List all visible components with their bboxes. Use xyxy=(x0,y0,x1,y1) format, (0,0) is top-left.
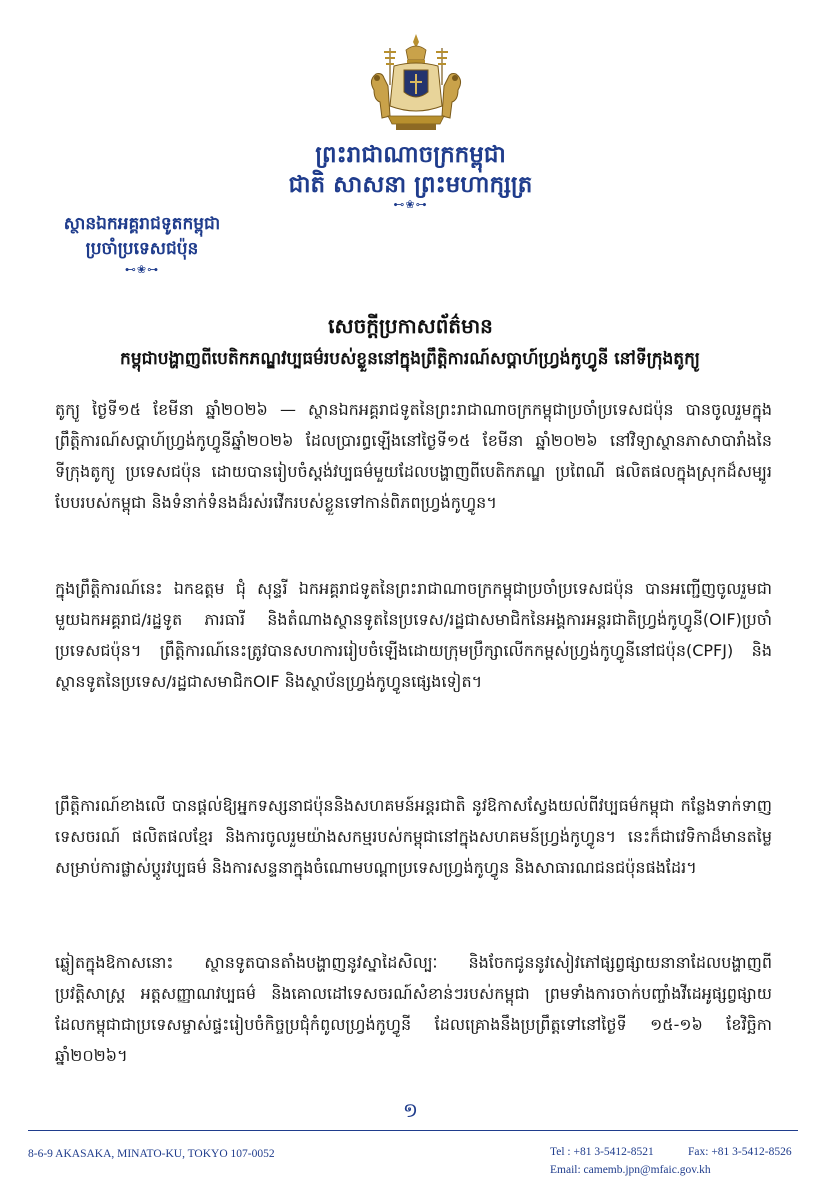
footer-divider xyxy=(28,1130,798,1131)
body-paragraph: ឆ្លៀតក្នុងឱកាសនោះ ស្ថានទូតបានតាំងបង្ហាញនូវស្នាដៃសិល្បៈ និងចែកជូននូវសៀវភៅផ្សព្វផ្សាយនានាដែលបង្ហាញពីប្រវត្តិសាស្ត្រ អត្តសញ្ញាណវប្បធម៌ និងគោលដៅទេសចរណ៍សំខាន់ៗរបស់កម្ពុជា ព្រមទាំងការចាក់បញ្ចាំងវីដេអូផ្សព្វផ្សាយដែលកម្ពុជាជាប្រទេសម្ចាស់ផ្ទះរៀបចំកិច្ចប្រជុំកំពូលហ្វ្រង់កូហ្វូនី ដែលគ្រោងនឹងប្រព្រឹត្តទៅនៅថ្ងៃទី ១៥-១៦ ខែវិច្ឆិកា ឆ្នាំ២០២៦។ xyxy=(55,953,772,1065)
footer-telephone: Tel : +81 3-5412-8521 xyxy=(550,1146,654,1158)
footer-email[interactable]: Email: camemb.jpn@mfaic.gov.kh xyxy=(550,1164,711,1176)
national-motto: ជាតិ សាសនា ព្រះមហាក្សត្រ xyxy=(288,172,533,198)
footer-address: 8-6-9 AKASAKA, MINATO-KU, TOKYO 107-0052 xyxy=(28,1148,275,1160)
body-paragraph: តូក្យូ ថ្ងៃទី១៥ ខែមីនា ឆ្នាំ២០២៦ — ស្ថានឯកអគ្គរាជទូតនៃព្រះរាជាណាចក្រកម្ពុជាប្រចាំប្រទេសជប៉ុន បានចូលរួមក្នុងព្រឹត្តិការណ៍សប្ដាហ៍ហ្វ្រង់កូហ្វូនីឆ្នាំ២០២៦ ដែលប្រារព្ធឡើងនៅថ្ងៃទី១៥ ខែមីនា ឆ្នាំ២០២៦ នៅវិទ្យាស្ថានភាសាបារាំងនៃទីក្រុងតូក្យូ ប្រទេសជប៉ុន ដោយបានរៀបចំស្តង់វប្បធម៌មួយដែលបង្ហាញពីបេតិកភណ្ឌ ប្រពៃណី ផលិតផលក្នុងស្រុកដ៏សម្បូរបែបរបស់កម្ពុជា និងទំនាក់ទំនងដ៏រស់រវើករបស់ខ្លួនទៅកាន់ពិភពហ្វ្រង់កូហ្វូន។ xyxy=(55,400,772,512)
page-number: ១ xyxy=(402,1098,419,1122)
body-paragraph: ក្នុងព្រឹត្តិការណ៍នេះ ឯកឧត្តម ជុំ សុន្ទរី ឯកអគ្គរាជទូតនៃព្រះរាជាណាចក្រកម្ពុជាប្រចាំប្រទេសជប៉ុន បានអញ្ជើញចូលរួមជាមួយឯកអគ្គរាជ/រដ្ឋទូត ភារធារី និងតំណាងស្ថានទូតនៃប្រទេស/រដ្ឋជាសមាជិកនៃអង្គការអន្តរជាតិហ្វ្រង់កូហ្វូនី(OIF)ប្រចាំប្រទេសជប៉ុន។ ព្រឹត្តិការណ៍នេះត្រូវបានសហការរៀបចំឡើងដោយក្រុមប្រឹក្សាលើកកម្ពស់ហ្វ្រង់កូហ្វូនីនៅជប៉ុន(CPFJ) និងស្ថានទូតនៃប្រទេស/រដ្ឋជាសមាជិកOIF និងស្ថាប័នហ្វ្រង់កូហ្វូនផ្សេងទៀត។ xyxy=(55,579,772,691)
body-paragraph: ព្រឹត្តិការណ៍ខាងលើ បានផ្តល់ឱ្យអ្នកទស្សនាជប៉ុននិងសហគមន៍អន្តរជាតិ នូវឱកាសស្វែងយល់ពីវប្បធម៌កម្ពុជា កន្លែងទាក់ទាញទេសចរណ៍ ផលិតផលខ្មែរ និងការចូលរួមយ៉ាងសកម្មរបស់កម្ពុជានៅក្នុងសហគមន៍ហ្វ្រង់កូហ្វូន។ នេះក៏ជាវេទិកាដ៏មានតម្លៃសម្រាប់ការផ្លាស់ប្ដូរវប្បធម៌ និងការសន្ទនាក្នុងចំណោមបណ្ដាប្រទេសហ្វ្រង់កូហ្វូន និងសាធារណជនជប៉ុនផងដែរ។ xyxy=(55,796,772,877)
footer-fax: Fax: +81 3-5412-8526 xyxy=(688,1146,792,1158)
kingdom-name: ព្រះរាជាណាចក្រកម្ពុជា xyxy=(315,142,506,168)
ornament-divider: ⊷❀⊶ xyxy=(393,198,428,211)
document-title: សេចក្ដីប្រកាសព័ត៌មាន xyxy=(328,314,493,338)
document-subtitle: កម្ពុជាបង្ហាញពីបេតិកភណ្ឌវប្បធម៌របស់ខ្លួននៅក្នុងព្រឹត្តិការណ៍សប្ដាហ៍ហ្វ្រង់កូហ្វូនី នៅទីក្រុងតូក្យូ xyxy=(120,349,700,369)
royal-arms-emblem xyxy=(360,30,472,135)
embassy-name: ស្ថានឯកអគ្គរាជទូតកម្ពុជា xyxy=(63,214,221,234)
embassy-location: ប្រចាំប្រទេសជប៉ុន xyxy=(85,239,199,259)
embassy-ornament-divider: ⊷❀⊶ xyxy=(124,263,160,276)
